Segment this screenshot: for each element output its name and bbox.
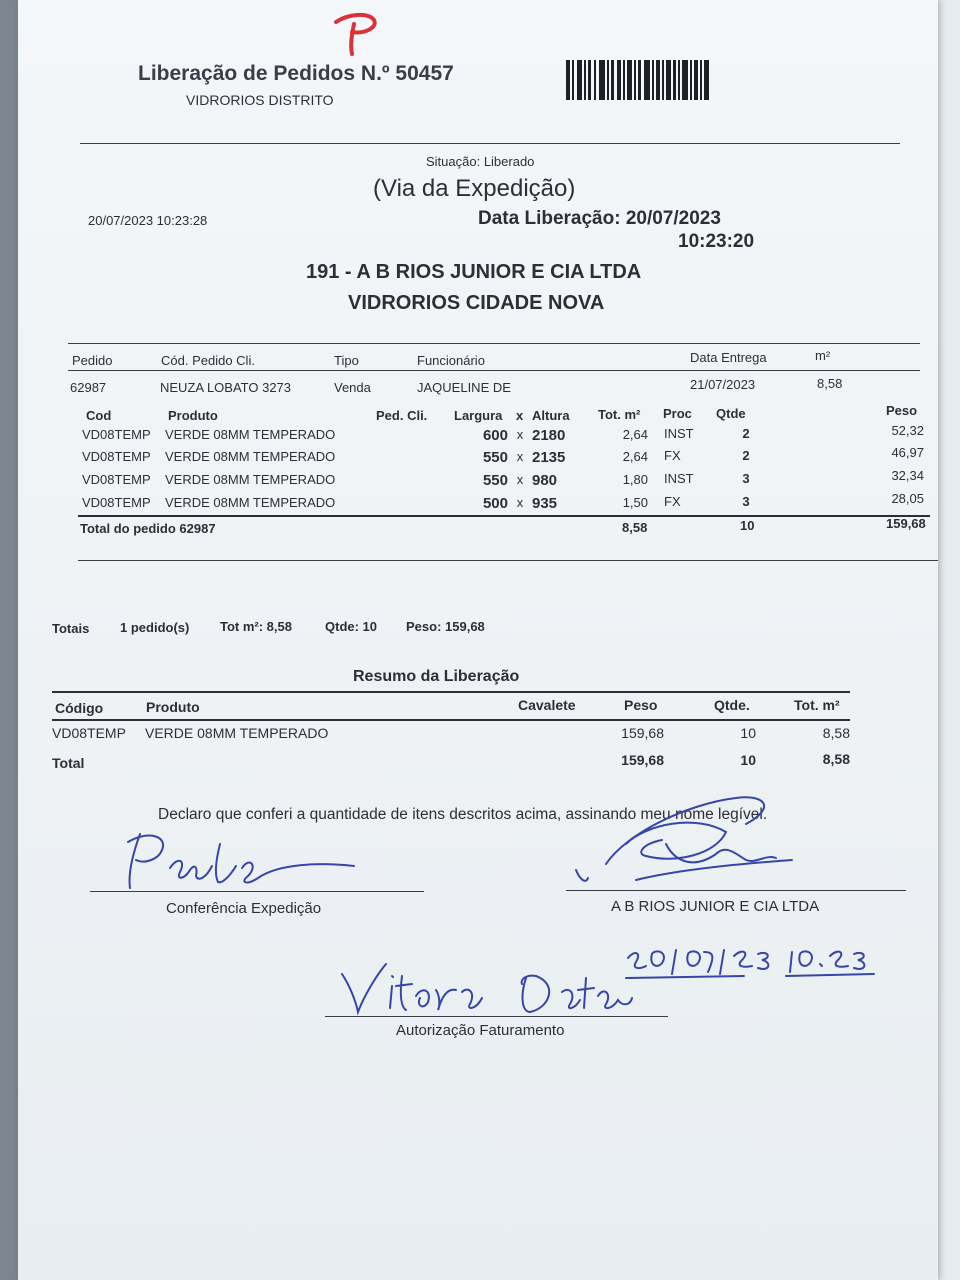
order-table-top-rule [68, 343, 920, 344]
item-col-peso: Peso [886, 403, 918, 418]
item-qtde: 2 [742, 426, 750, 441]
summary-col-qtde: Qtde. [714, 697, 750, 713]
item-col-altura: Altura [532, 408, 570, 423]
item-col-qtde: Qtde [716, 406, 746, 421]
summary-col-codigo: Código [55, 700, 104, 716]
item-x: x [516, 472, 524, 487]
red-p-stamp-icon [330, 10, 380, 60]
item-peso: 46,97 [891, 445, 924, 460]
col-pedido: Pedido [72, 353, 113, 368]
item-proc: FX [664, 448, 681, 463]
order-total-rule [78, 515, 930, 517]
item-x: x [516, 495, 524, 510]
item-tot-m2: 2,64 [622, 427, 648, 442]
summary-row-tot-m2: 8,58 [822, 725, 850, 741]
totals-peso: Peso: 159,68 [406, 619, 485, 634]
item-col-tot-m2: Tot. m² [598, 407, 641, 422]
item-col-proc: Proc [663, 406, 692, 421]
order-total-qtde: 10 [740, 518, 755, 533]
signature-bottom-icon [336, 956, 636, 1026]
release-date: Data Liberação: 20/07/2023 [478, 208, 721, 229]
item-produto: VERDE 08MM TEMPERADO [165, 427, 336, 442]
totals-m2: Tot m²: 8,58 [220, 619, 292, 634]
totals-label: Totais [52, 621, 90, 636]
barcode-icon [566, 60, 711, 100]
order-header-rule [68, 370, 920, 371]
item-proc: INST [664, 426, 694, 441]
client-name: 191 - A B RIOS JUNIOR E CIA LTDA [306, 261, 642, 283]
item-x: x [516, 427, 524, 442]
item-proc: FX [664, 494, 681, 509]
summary-col-peso: Peso [624, 697, 658, 713]
item-col-x: x [516, 408, 524, 423]
signature-right-icon [566, 784, 796, 894]
order-funcionario: JAQUELINE DE [417, 380, 511, 395]
totals-pedidos: 1 pedido(s) [120, 620, 190, 635]
order-cod-cli: NEUZA LOBATO 3273 [160, 380, 292, 395]
item-peso: 32,34 [891, 468, 924, 483]
col-cod-cli: Cód. Pedido Cli. [161, 353, 255, 368]
item-qtde: 2 [742, 448, 750, 463]
document-page [18, 0, 938, 1280]
summary-row-produto: VERDE 08MM TEMPERADO [145, 725, 329, 741]
handwritten-date-icon [624, 944, 884, 984]
item-tot-m2: 1,50 [622, 495, 648, 510]
item-cod: VD08TEMP [82, 495, 151, 510]
item-largura: 550 [482, 449, 508, 466]
item-peso: 28,05 [891, 491, 924, 506]
col-funcionario: Funcionário [417, 353, 485, 368]
item-altura: 935 [532, 495, 558, 512]
summary-title: Resumo da Liberação [353, 668, 520, 685]
item-largura: 500 [482, 495, 508, 512]
summary-total-peso: 159,68 [621, 752, 664, 768]
item-altura: 2135 [532, 449, 566, 466]
order-total-label: Total do pedido 62987 [80, 521, 216, 536]
totals-qtde: Qtde: 10 [325, 619, 378, 634]
item-cod: VD08TEMP [82, 449, 151, 464]
release-time: 10:23:20 [678, 231, 755, 252]
order-total-m2: 8,58 [622, 520, 648, 535]
signature-left-icon [118, 826, 358, 896]
item-col-produto: Produto [168, 408, 218, 423]
order-data-entrega: 21/07/2023 [690, 377, 756, 392]
declaration-text: Declaro que conferi a quantidade de itens descritos acima, assinando meu nome legível. [158, 806, 768, 823]
item-tot-m2: 2,64 [622, 449, 648, 464]
item-largura: 600 [482, 427, 508, 444]
signature-label-bottom: Autorização Faturamento [396, 1022, 565, 1039]
status-text: Situação: Liberado [426, 154, 535, 169]
item-tot-m2: 1,80 [622, 472, 648, 487]
order-m2: 8,58 [817, 376, 843, 391]
order-bottom-rule [78, 560, 938, 561]
summary-row-qtde: 10 [740, 725, 756, 741]
item-proc: INST [664, 471, 694, 486]
item-peso: 52,32 [891, 423, 924, 438]
item-qtde: 3 [742, 494, 750, 509]
order-total-peso: 159,68 [886, 516, 926, 531]
item-col-cod: Cod [86, 408, 112, 423]
summary-col-tot-m2: Tot. m² [794, 697, 840, 713]
item-altura: 980 [532, 472, 558, 489]
signature-label-left: Conferência Expedição [166, 900, 322, 917]
item-col-ped-cli: Ped. Cli. [376, 408, 428, 423]
item-produto: VERDE 08MM TEMPERADO [165, 472, 336, 487]
summary-total-qtde: 10 [740, 752, 756, 768]
item-qtde: 3 [742, 471, 750, 486]
summary-row-peso: 159,68 [621, 725, 664, 741]
summary-top-rule [52, 691, 850, 693]
print-datetime: 20/07/2023 10:23:28 [88, 213, 208, 228]
item-altura: 2180 [532, 427, 566, 444]
company-subtitle: VIDRORIOS DISTRITO [186, 92, 334, 108]
col-m2: m² [815, 348, 831, 363]
signature-label-right: A B RIOS JUNIOR E CIA LTDA [611, 898, 820, 915]
header-divider [80, 143, 900, 144]
client-branch: VIDRORIOS CIDADE NOVA [348, 292, 605, 314]
order-pedido: 62987 [70, 380, 107, 395]
document-title: Liberação de Pedidos N.º 50457 [138, 62, 454, 85]
summary-col-cavalete: Cavalete [518, 697, 576, 713]
summary-col-produto: Produto [146, 699, 200, 715]
item-produto: VERDE 08MM TEMPERADO [165, 449, 336, 464]
summary-header-rule [52, 719, 850, 721]
item-cod: VD08TEMP [82, 427, 151, 442]
item-produto: VERDE 08MM TEMPERADO [165, 495, 336, 510]
item-largura: 550 [482, 472, 508, 489]
summary-row-codigo: VD08TEMP [52, 725, 126, 741]
col-data-entrega: Data Entrega [690, 350, 767, 365]
summary-total-tot-m2: 8,58 [822, 751, 850, 767]
order-tipo: Venda [334, 380, 371, 395]
item-col-largura: Largura [454, 408, 503, 423]
via-label: (Via da Expedição) [373, 175, 576, 202]
item-x: x [516, 449, 524, 464]
summary-total-label: Total [52, 755, 85, 771]
col-tipo: Tipo [334, 353, 359, 368]
item-cod: VD08TEMP [82, 472, 151, 487]
